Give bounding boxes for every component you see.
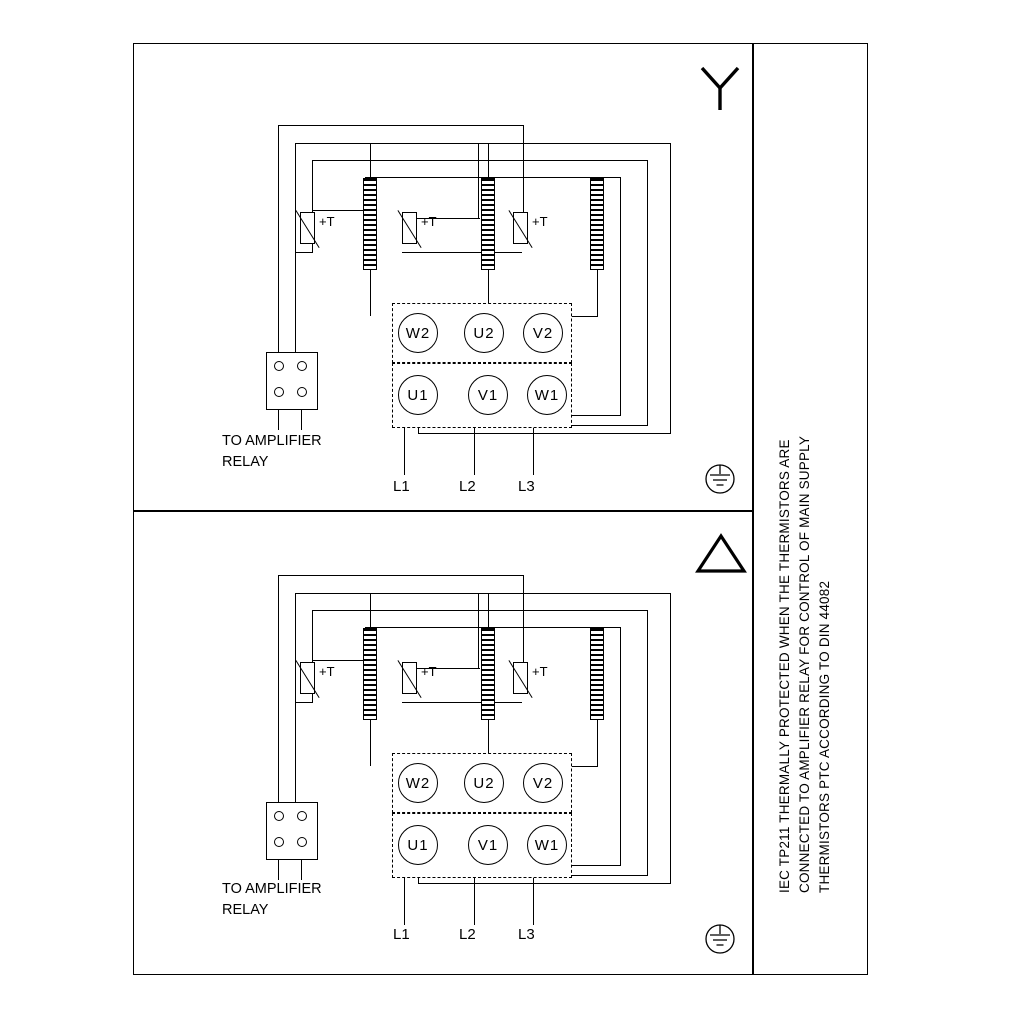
wire-delta-right-riser3 (620, 627, 621, 865)
amplifier-relay-label-star-line2: RELAY (222, 454, 269, 470)
wire-delta-block-lead1 (278, 860, 279, 880)
phase-label-delta-l2: L2 (459, 926, 476, 943)
wire-star-ptc-chain4 (295, 252, 313, 253)
wire-star-ptc-chain3 (402, 252, 522, 253)
wire-star-block-lead1 (278, 410, 279, 430)
wire-delta-ptc3-riser (478, 593, 479, 668)
wire-star-top-outer (278, 125, 523, 126)
note-line-1: IEC TP211 THERMALLY PROTECTED WHEN THE THERMISTORS ARE (777, 439, 792, 893)
wire-delta-block-lead2 (301, 860, 302, 880)
wire-delta-ptc2-riser (523, 575, 524, 670)
motor-winding-delta-1 (363, 628, 377, 720)
phase-label-delta-l3: L3 (518, 926, 535, 943)
phase-label-star-l1: L1 (393, 478, 410, 495)
wire-delta-top-outer (278, 575, 523, 576)
wire-delta-coil2-top (488, 593, 489, 633)
terminal-dot (297, 361, 307, 371)
wire-delta-top-outer2 (295, 593, 670, 594)
ptc-label-star-1: +T (319, 214, 335, 229)
amplifier-relay-label-star-line1: TO AMPLIFIER (222, 433, 322, 449)
terminal-delta-w2[interactable]: W2 (398, 763, 438, 803)
amplifier-relay-label-delta-line1: TO AMPLIFIER (222, 881, 322, 897)
earth-ground-symbol-delta (698, 920, 742, 958)
wire-delta-right-riser2 (647, 610, 648, 875)
wire-delta-top-outer3 (312, 610, 647, 611)
wire-delta-left-riser3 (312, 610, 313, 660)
earth-ground-symbol-star (698, 460, 742, 498)
wire-delta-coil1-top (370, 593, 371, 633)
wire-star-coil3-bot (597, 270, 598, 316)
wire-delta-ret1 (418, 883, 671, 884)
motor-winding-star-2 (481, 178, 495, 270)
note-line-2-wrap (795, 435, 815, 893)
note-line-2: CONNECTED TO AMPLIFIER RELAY FOR CONTROL OF MAIN SUPPLY (797, 435, 812, 893)
panel-divider (133, 510, 753, 512)
motor-winding-star-3 (590, 178, 604, 270)
note-line-3-wrap (815, 473, 835, 893)
wire-star-coil2-top (488, 143, 489, 183)
wire-star-left-riser3 (312, 160, 313, 210)
terminal-star-v1[interactable]: V1 (468, 375, 508, 415)
motor-winding-delta-2 (481, 628, 495, 720)
motor-winding-star-1 (363, 178, 377, 270)
wire-delta-ptc-chain3 (402, 702, 522, 703)
wire-star-coil1-bot (370, 270, 371, 316)
motor-winding-delta-3 (590, 628, 604, 720)
ptc-thermistor-delta-3 (513, 662, 528, 694)
wire-star-top-outer3 (312, 160, 647, 161)
terminal-dot (274, 811, 284, 821)
wire-star-block-lead2 (301, 410, 302, 430)
ptc-label-delta-2: +T (421, 664, 437, 679)
amplifier-terminal-block-star[interactable] (266, 352, 318, 410)
terminal-dot (274, 837, 284, 847)
wire-star-coil1-top (370, 143, 371, 183)
terminal-star-u1[interactable]: U1 (398, 375, 438, 415)
ptc-thermistor-star-3 (513, 212, 528, 244)
wire-delta-ptc-chain4 (295, 702, 313, 703)
note-line-1-wrap (775, 439, 795, 893)
wire-delta-coil1-bot (370, 720, 371, 766)
note-column-divider (752, 43, 754, 975)
terminal-dot (274, 387, 284, 397)
terminal-dot (274, 361, 284, 371)
terminal-star-u2[interactable]: U2 (464, 313, 504, 353)
ptc-thermistor-delta-1 (300, 662, 315, 694)
ptc-thermistor-star-2 (402, 212, 417, 244)
terminal-star-w1[interactable]: W1 (527, 375, 567, 415)
phase-label-star-l3: L3 (518, 478, 535, 495)
terminal-delta-w1[interactable]: W1 (527, 825, 567, 865)
wire-delta-left-riser1 (278, 575, 279, 810)
wire-star-ret1 (418, 433, 671, 434)
ptc-label-delta-3: +T (532, 664, 548, 679)
wire-star-right-riser1 (670, 143, 671, 433)
phase-label-star-l2: L2 (459, 478, 476, 495)
amplifier-terminal-block-delta[interactable] (266, 802, 318, 860)
wire-delta-coil3-bot (597, 720, 598, 766)
terminal-dot (297, 387, 307, 397)
wire-star-right-riser2 (647, 160, 648, 425)
wire-star-top-outer2 (295, 143, 670, 144)
terminal-dot (297, 811, 307, 821)
terminal-star-v2[interactable]: V2 (523, 313, 563, 353)
phase-label-delta-l1: L1 (393, 926, 410, 943)
note-line-3: THERMISTORS PTC ACCORDING TO DIN 44082 (817, 580, 832, 893)
ptc-label-star-2: +T (421, 214, 437, 229)
terminal-delta-u1[interactable]: U1 (398, 825, 438, 865)
ptc-label-star-3: +T (532, 214, 548, 229)
star-connection-symbol (693, 60, 747, 114)
wire-star-left-riser1 (278, 125, 279, 360)
wire-delta-right-riser1 (670, 593, 671, 883)
ptc-label-delta-1: +T (319, 664, 335, 679)
terminal-delta-u2[interactable]: U2 (464, 763, 504, 803)
delta-connection-symbol (694, 532, 748, 574)
terminal-dot (297, 837, 307, 847)
terminal-delta-v2[interactable]: V2 (523, 763, 563, 803)
terminal-star-w2[interactable]: W2 (398, 313, 438, 353)
terminal-delta-v1[interactable]: V1 (468, 825, 508, 865)
ptc-thermistor-delta-2 (402, 662, 417, 694)
ptc-thermistor-star-1 (300, 212, 315, 244)
wire-star-ptc3-riser (478, 143, 479, 218)
wire-star-right-riser3 (620, 177, 621, 415)
wire-star-ptc2-riser (523, 125, 524, 220)
amplifier-relay-label-delta-line2: RELAY (222, 902, 269, 918)
